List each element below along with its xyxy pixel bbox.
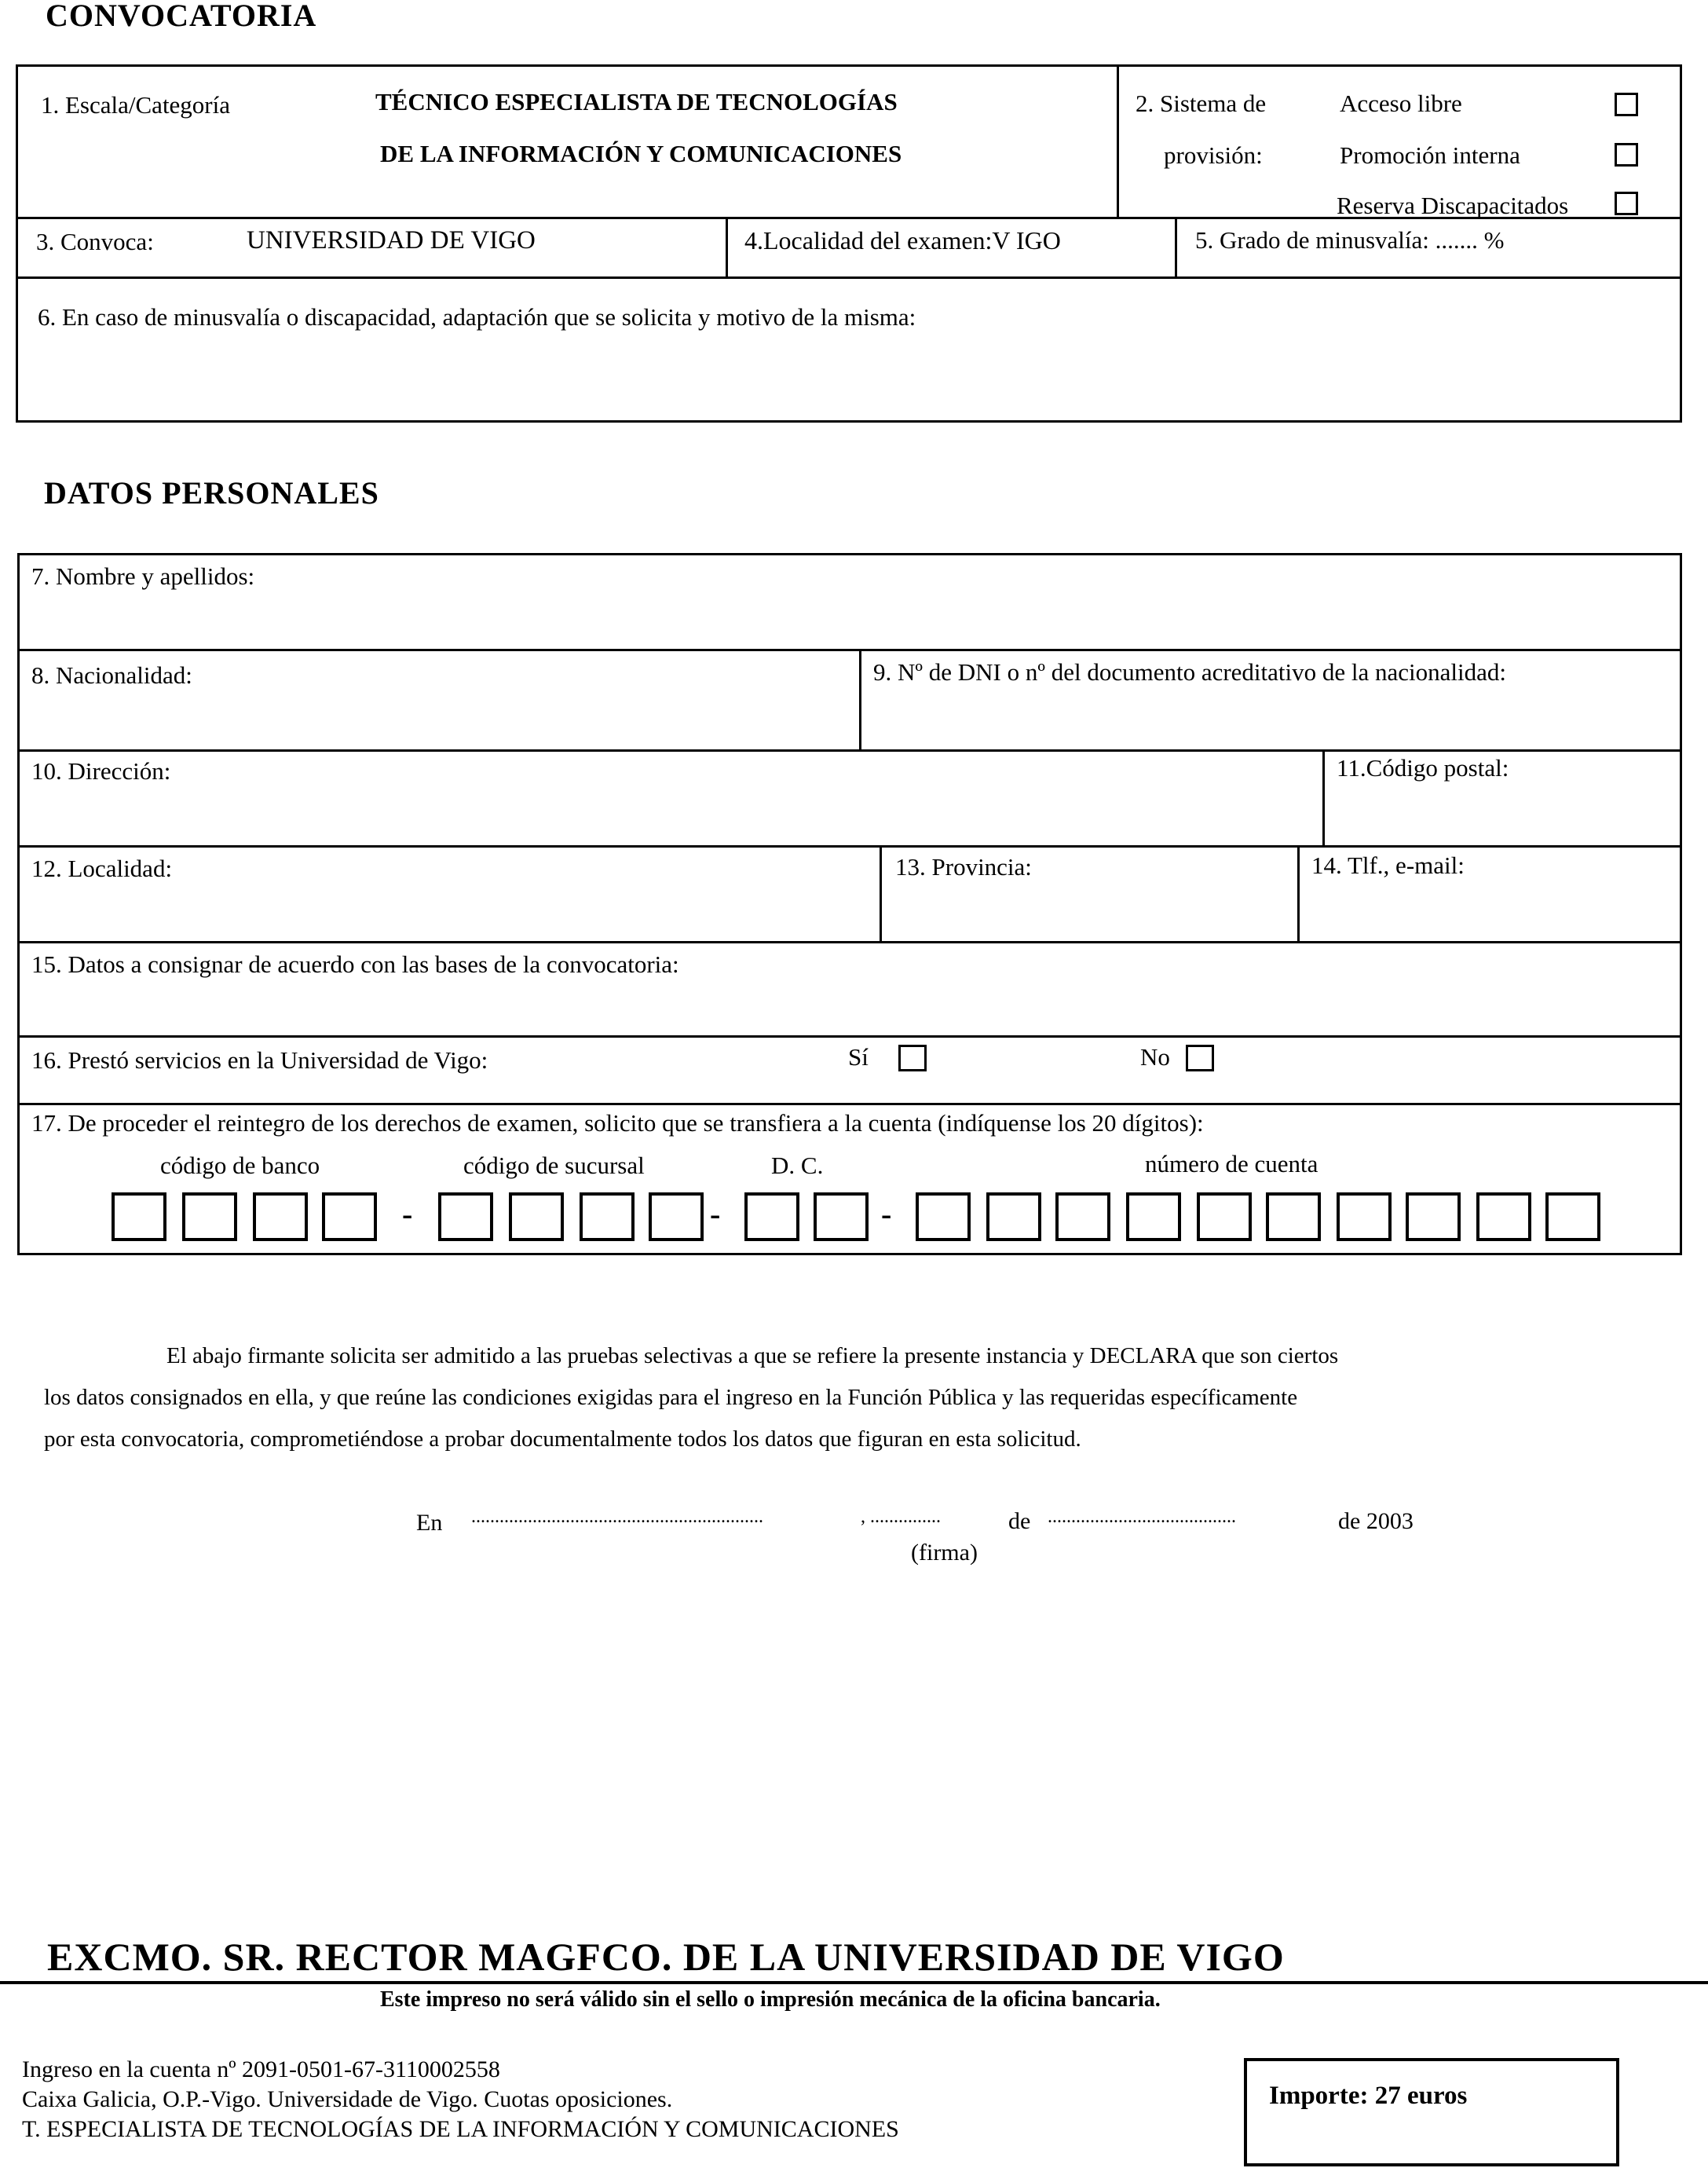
digit-box-banco[interactable] bbox=[322, 1192, 377, 1241]
ingreso-line-2: Caixa Galicia, O.P.-Vigo. Universidade de Vigo. Cuotas oposiciones. bbox=[22, 2086, 673, 2112]
digit-box-banco[interactable] bbox=[112, 1192, 166, 1241]
digit-box-dc[interactable] bbox=[744, 1192, 799, 1241]
field-localidad: 12. Localidad: bbox=[31, 855, 173, 882]
signature-en: En bbox=[416, 1510, 443, 1536]
field-presto-servicios: 16. Prestó servicios en la Universidad de Vigo: bbox=[31, 1046, 488, 1074]
digit-box-sucursal[interactable] bbox=[438, 1192, 493, 1241]
field-reintegro: 17. De proceder el reintegro de los derechos de examen, solicito que se transfiera a la cuenta (indíquense los 20 dígitos): bbox=[31, 1109, 1204, 1137]
importe-box bbox=[1244, 2058, 1619, 2166]
separator-dash: - bbox=[402, 1196, 413, 1232]
checkbox-no[interactable] bbox=[1186, 1045, 1214, 1071]
digit-box-cuenta[interactable] bbox=[916, 1192, 971, 1241]
label-no: No bbox=[1140, 1043, 1170, 1071]
digit-box-cuenta[interactable] bbox=[1545, 1192, 1600, 1241]
digit-box-banco[interactable] bbox=[253, 1192, 308, 1241]
grado-minusvalia: 5. Grado de minusvalía: ....... % bbox=[1195, 226, 1505, 254]
digit-box-sucursal[interactable] bbox=[580, 1192, 635, 1241]
signature-place-dots: .............................................................. bbox=[471, 1507, 763, 1527]
section-title-convocatoria: CONVOCATORIA bbox=[46, 0, 317, 33]
digit-box-cuenta[interactable] bbox=[986, 1192, 1041, 1241]
checkbox-promocion-interna[interactable] bbox=[1615, 143, 1638, 167]
digit-box-cuenta[interactable] bbox=[1337, 1192, 1392, 1241]
ingreso-line-3: T. ESPECIALISTA DE TECNOLOGÍAS DE LA INFORMACIÓN Y COMUNICACIONES bbox=[22, 2116, 899, 2142]
ingreso-line-1: Ingreso en la cuenta nº 2091-0501-67-3110002558 bbox=[22, 2056, 500, 2082]
escala-label: 1. Escala/Categoría bbox=[41, 91, 231, 119]
option-reserva-discapacitados: Reserva Discapacitados bbox=[1337, 192, 1569, 219]
digit-box-cuenta[interactable] bbox=[1055, 1192, 1110, 1241]
option-acceso-libre: Acceso libre bbox=[1340, 90, 1462, 117]
checkbox-acceso-libre[interactable] bbox=[1615, 93, 1638, 116]
label-si: Sí bbox=[848, 1043, 869, 1071]
digit-box-cuenta[interactable] bbox=[1197, 1192, 1252, 1241]
label-codigo-sucursal: código de sucursal bbox=[463, 1152, 645, 1179]
bank-validity-note: Este impreso no será válido sin el sello o impresión mecánica de la oficina bancaria. bbox=[380, 1987, 1161, 2012]
field-nombre-apellidos: 7. Nombre y apellidos: bbox=[31, 562, 255, 590]
adaptacion-label: 6. En caso de minusvalía o discapacidad, adaptación que se solicita y motivo de la misma: bbox=[38, 303, 916, 331]
digit-box-cuenta[interactable] bbox=[1476, 1192, 1531, 1241]
field-direccion: 10. Dirección: bbox=[31, 757, 171, 785]
declaration-line-1: El abajo firmante solicita ser admitido a las pruebas selectivas a que se refiere la presente instancia y DECLARA que son ciertos bbox=[166, 1343, 1339, 1368]
escala-value-line1: TÉCNICO ESPECIALISTA DE TECNOLOGÍAS bbox=[375, 88, 898, 115]
sistema-label-line1: 2. Sistema de bbox=[1136, 90, 1267, 117]
field-provincia: 13. Provincia: bbox=[895, 853, 1032, 881]
field-datos-bases: 15. Datos a consignar de acuerdo con las bases de la convocatoria: bbox=[31, 950, 679, 978]
digit-box-sucursal[interactable] bbox=[509, 1192, 564, 1241]
field-codigo-postal: 11.Código postal: bbox=[1337, 754, 1509, 782]
separator-dash: - bbox=[710, 1196, 721, 1232]
escala-value-line2: DE LA INFORMACIÓN Y COMUNICACIONES bbox=[380, 140, 902, 167]
field-telefono-email: 14. Tlf., e-mail: bbox=[1311, 851, 1465, 879]
digit-box-sucursal[interactable] bbox=[649, 1192, 704, 1241]
digit-box-cuenta[interactable] bbox=[1126, 1192, 1181, 1241]
checkbox-reserva-discapacitados[interactable] bbox=[1615, 192, 1638, 215]
footer-rule bbox=[0, 1981, 1708, 1984]
convoca-label: 3. Convoca: bbox=[36, 228, 154, 255]
signature-firma: (firma) bbox=[911, 1540, 978, 1566]
label-numero-cuenta: número de cuenta bbox=[1145, 1150, 1318, 1177]
digit-box-cuenta[interactable] bbox=[1406, 1192, 1461, 1241]
signature-day-dots: , ............... bbox=[861, 1507, 941, 1527]
importe-amount: Importe: 27 euros bbox=[1269, 2082, 1468, 2110]
signature-de: de bbox=[1008, 1508, 1031, 1534]
convoca-value: UNIVERSIDAD DE VIGO bbox=[247, 226, 536, 255]
section-title-datos-personales: DATOS PERSONALES bbox=[44, 475, 379, 511]
separator-dash: - bbox=[881, 1196, 892, 1232]
addressee-rector: EXCMO. SR. RECTOR MAGFCO. DE LA UNIVERSIDAD DE VIGO bbox=[47, 1935, 1285, 1979]
signature-year: de 2003 bbox=[1338, 1508, 1414, 1534]
declaration-line-2: los datos consignados en ella, y que reúne las condiciones exigidas para el ingreso en la Función Pública y las requeridas específicamente bbox=[44, 1385, 1298, 1410]
field-dni: 9. Nº de DNI o nº del documento acreditativo de la nacionalidad: bbox=[873, 658, 1507, 686]
localidad-examen: 4.Localidad del examen:V IGO bbox=[744, 226, 1061, 255]
field-nacionalidad: 8. Nacionalidad: bbox=[31, 661, 192, 689]
label-dc: D. C. bbox=[771, 1152, 824, 1179]
sistema-label-line2: provisión: bbox=[1164, 141, 1263, 169]
digit-box-dc[interactable] bbox=[814, 1192, 869, 1241]
signature-month-dots: ........................................ bbox=[1048, 1507, 1236, 1527]
declaration-line-3: por esta convocatoria, comprometiéndose a probar documentalmente todos los datos que figuran en esta solicitud. bbox=[44, 1426, 1081, 1452]
option-promocion-interna: Promoción interna bbox=[1340, 141, 1520, 169]
digit-box-cuenta[interactable] bbox=[1266, 1192, 1321, 1241]
digit-box-banco[interactable] bbox=[182, 1192, 237, 1241]
label-codigo-banco: código de banco bbox=[160, 1152, 320, 1179]
checkbox-si[interactable] bbox=[898, 1045, 927, 1071]
